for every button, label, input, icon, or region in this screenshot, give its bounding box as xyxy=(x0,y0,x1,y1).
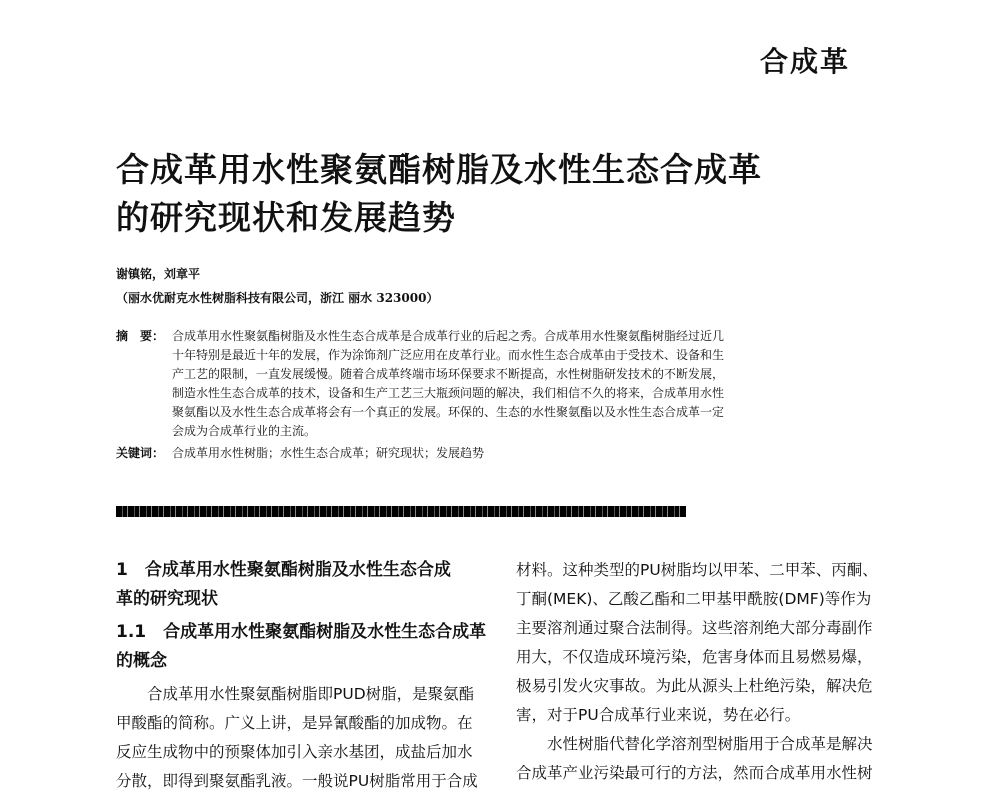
keywords-list: 合成革用水性树脂；水性生态合成革；研究现状；发展趋势 xyxy=(172,446,485,460)
subheading-line: 1.1 合成革用水性聚氨酯树脂及水性生态合成革 xyxy=(116,622,487,642)
affiliation: （丽水优耐克水性树脂科技有限公司，浙江 丽水 323000） xyxy=(116,291,439,305)
authors: 谢镇铭，刘章平 xyxy=(116,267,201,281)
abstract-line: 产工艺的限制，一直发展缓慢。随着合成革终端市场环保要求不断提高，水性树脂研发技术的不断发展， xyxy=(172,367,725,381)
heading-line: 革的研究现状 xyxy=(116,589,218,609)
body-line: 合成革用水性聚氨酯树脂即PUD树脂，是聚氨酯 xyxy=(147,685,475,703)
body-line: 害，对于PU合成革行业来说，势在必行。 xyxy=(516,706,801,724)
body-line: 丁酮(MEK)、乙酸乙酯和二甲基甲酰胺(DMF)等作为 xyxy=(516,590,872,608)
heading-line: 1 合成革用水性聚氨酯树脂及水性生态合成 xyxy=(116,560,451,580)
article-title xyxy=(116,146,876,242)
abstract-line: 会成为合成革行业的主流。 xyxy=(172,424,317,438)
body-line: 反应生成物中的预聚体加引入亲水基团，成盐后加水 xyxy=(116,743,473,761)
subheading-line: 的概念 xyxy=(116,651,167,671)
body-line: 分散，即得到聚氨酯乳液。一般说PU树脂常用于合成 xyxy=(116,772,478,790)
abstract-label: 摘 要： xyxy=(116,329,165,343)
subsection-heading xyxy=(116,618,488,676)
abstract-line: 十年特别是最近十年的发展，作为涂饰剂广泛应用在皮革行业。而水性生态合成革由于受技术、设备和生 xyxy=(172,348,725,362)
body-line: 材料。这种类型的PU树脂均以甲苯、二甲苯、丙酮、 xyxy=(516,561,878,579)
abstract-line: 合成革用水性聚氨酯树脂及水性生态合成革是合成革行业的后起之秀。合成革用水性聚氨酯树脂经过近几 xyxy=(172,329,725,343)
body-line: 主要溶剂通过聚合法制得。这些溶剂绝大部分毒副作 xyxy=(516,619,873,637)
body-line: 甲酸酯的简称。广义上讲，是异氰酸酯的加成物。在 xyxy=(116,714,473,732)
body-line: 极易引发火灾事故。为此从源头上杜绝污染，解决危 xyxy=(516,677,873,695)
abstract-text xyxy=(172,327,802,441)
abstract-line: 聚氨酯以及水性生态合成革将会有一个真正的发展。环保的、生态的水性聚氨酯以及水性生态合成革一定 xyxy=(172,405,725,419)
title-line: 合成革用水性聚氨酯树脂及水性生态合成革 xyxy=(116,150,762,189)
body-line: 水性树脂代替化学溶剂型树脂用于合成革是解决 xyxy=(547,735,873,753)
body-paragraph xyxy=(516,556,888,730)
left-column xyxy=(116,556,488,796)
body-paragraph xyxy=(116,680,488,796)
body-paragraph xyxy=(516,730,888,788)
running-head: 合成革 xyxy=(759,45,850,78)
title-line: 的研究现状和发展趋势 xyxy=(116,198,456,237)
right-column xyxy=(516,556,888,788)
keywords-label: 关键词： xyxy=(116,446,165,460)
abstract-line: 制造水性生态合成革的技术，设备和生产工艺三大瓶颈问题的解决，我们相信不久的将来，合成革用水性 xyxy=(172,386,725,400)
body-line: 合成革产业污染最可行的方法，然而合成革用水性树 xyxy=(516,764,873,782)
section-heading xyxy=(116,556,488,614)
body-line: 用大，不仅造成环境污染，危害身体而且易燃易爆， xyxy=(516,648,873,666)
section-divider xyxy=(116,506,686,517)
